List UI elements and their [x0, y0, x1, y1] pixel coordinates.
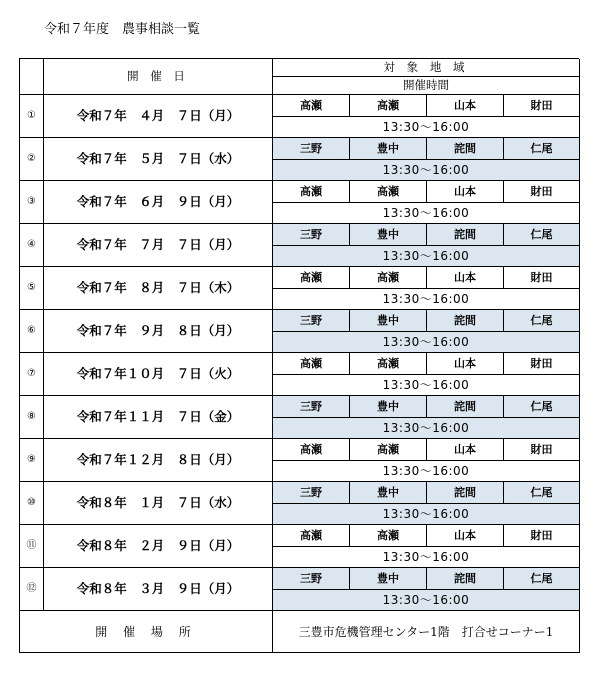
- row-number: ⑧: [20, 396, 44, 439]
- row-date: 令和７年 ５月 ７日（水）: [44, 138, 273, 181]
- row-area: 仁尾: [504, 310, 580, 332]
- row-area: 財田: [504, 353, 580, 375]
- row-area: 高瀬: [273, 525, 350, 547]
- row-area: 高瀬: [273, 267, 350, 289]
- row-area: 詫間: [427, 568, 504, 590]
- row-number: ②: [20, 138, 44, 181]
- row-time: 13:30～16:00: [273, 246, 580, 268]
- row-area: 山本: [427, 267, 504, 289]
- row-area: 詫間: [427, 138, 504, 160]
- row-area: 高瀬: [350, 181, 427, 203]
- row-area: 詫間: [427, 482, 504, 504]
- row-date: 令和８年 １月 ７日（水）: [44, 482, 273, 525]
- row-number: ⑪: [20, 525, 44, 568]
- row-time: 13:30～16:00: [273, 461, 580, 483]
- row-area: 三野: [273, 138, 350, 160]
- row-number: ①: [20, 95, 44, 138]
- row-area: 財田: [504, 95, 580, 117]
- row-date: 令和７年 ９月 ８日（月）: [44, 310, 273, 353]
- row-time: 13:30～16:00: [273, 203, 580, 225]
- row-time: 13:30～16:00: [273, 547, 580, 569]
- header-area: 対 象 地 域: [273, 59, 580, 77]
- row-time: 13:30～16:00: [273, 504, 580, 526]
- row-area: 高瀬: [273, 181, 350, 203]
- row-area: 高瀬: [273, 353, 350, 375]
- header-time: 開催時間: [273, 77, 580, 95]
- header-date: 開 催 日: [44, 59, 273, 95]
- row-time: 13:30～16:00: [273, 332, 580, 354]
- row-area: 高瀬: [350, 95, 427, 117]
- row-area: 三野: [273, 482, 350, 504]
- row-date: 令和８年 ３月 ９日（月）: [44, 568, 273, 611]
- row-date: 令和７年 ７月 ７日（月）: [44, 224, 273, 267]
- row-area: 高瀬: [350, 353, 427, 375]
- row-date: 令和７年 ４月 ７日（月）: [44, 95, 273, 138]
- row-area: 財田: [504, 439, 580, 461]
- row-number: ⑤: [20, 267, 44, 310]
- row-area: 詫間: [427, 310, 504, 332]
- row-area: 財田: [504, 267, 580, 289]
- page-title: 令和７年度 農事相談一覧: [44, 22, 201, 37]
- schedule-table: [19, 58, 579, 653]
- row-area: 山本: [427, 353, 504, 375]
- row-number: ⑥: [20, 310, 44, 353]
- row-area: 豊中: [350, 396, 427, 418]
- row-area: 仁尾: [504, 568, 580, 590]
- row-time: 13:30～16:00: [273, 590, 580, 612]
- row-area: 豊中: [350, 224, 427, 246]
- row-area: 仁尾: [504, 482, 580, 504]
- row-area: 詫間: [427, 396, 504, 418]
- footer-venue: 三豊市危機管理センター1階 打合せコーナー1: [273, 611, 580, 653]
- header-corner-cell: [20, 59, 44, 95]
- row-area: 高瀬: [350, 439, 427, 461]
- row-area: 高瀬: [273, 439, 350, 461]
- row-date: 令和７年１１月 ７日（金）: [44, 396, 273, 439]
- row-area: 仁尾: [504, 396, 580, 418]
- row-area: 詫間: [427, 224, 504, 246]
- row-area: 財田: [504, 525, 580, 547]
- row-date: 令和７年 ８月 ７日（木）: [44, 267, 273, 310]
- row-area: 山本: [427, 439, 504, 461]
- row-area: 三野: [273, 396, 350, 418]
- row-time: 13:30～16:00: [273, 289, 580, 311]
- row-number: ⑦: [20, 353, 44, 396]
- row-area: 三野: [273, 310, 350, 332]
- row-area: 高瀬: [350, 267, 427, 289]
- row-area: 三野: [273, 568, 350, 590]
- row-area: 豊中: [350, 568, 427, 590]
- footer-label: 開 催 場 所: [20, 611, 273, 653]
- row-time: 13:30～16:00: [273, 375, 580, 397]
- row-date: 令和７年１２月 ８日（月）: [44, 439, 273, 482]
- row-area: 豊中: [350, 310, 427, 332]
- row-time: 13:30～16:00: [273, 418, 580, 440]
- row-date: 令和８年 ２月 ９日（月）: [44, 525, 273, 568]
- row-time: 13:30～16:00: [273, 117, 580, 139]
- row-area: 豊中: [350, 482, 427, 504]
- row-area: 三野: [273, 224, 350, 246]
- row-number: ⑫: [20, 568, 44, 611]
- row-area: 山本: [427, 181, 504, 203]
- row-area: 山本: [427, 525, 504, 547]
- row-area: 高瀬: [273, 95, 350, 117]
- row-date: 令和７年１０月 ７日（火）: [44, 353, 273, 396]
- row-area: 豊中: [350, 138, 427, 160]
- row-area: 仁尾: [504, 224, 580, 246]
- row-area: 高瀬: [350, 525, 427, 547]
- row-number: ③: [20, 181, 44, 224]
- row-number: ④: [20, 224, 44, 267]
- row-number: ⑩: [20, 482, 44, 525]
- row-date: 令和７年 ６月 ９日（月）: [44, 181, 273, 224]
- row-area: 財田: [504, 181, 580, 203]
- row-number: ⑨: [20, 439, 44, 482]
- row-time: 13:30～16:00: [273, 160, 580, 182]
- row-area: 仁尾: [504, 138, 580, 160]
- row-area: 山本: [427, 95, 504, 117]
